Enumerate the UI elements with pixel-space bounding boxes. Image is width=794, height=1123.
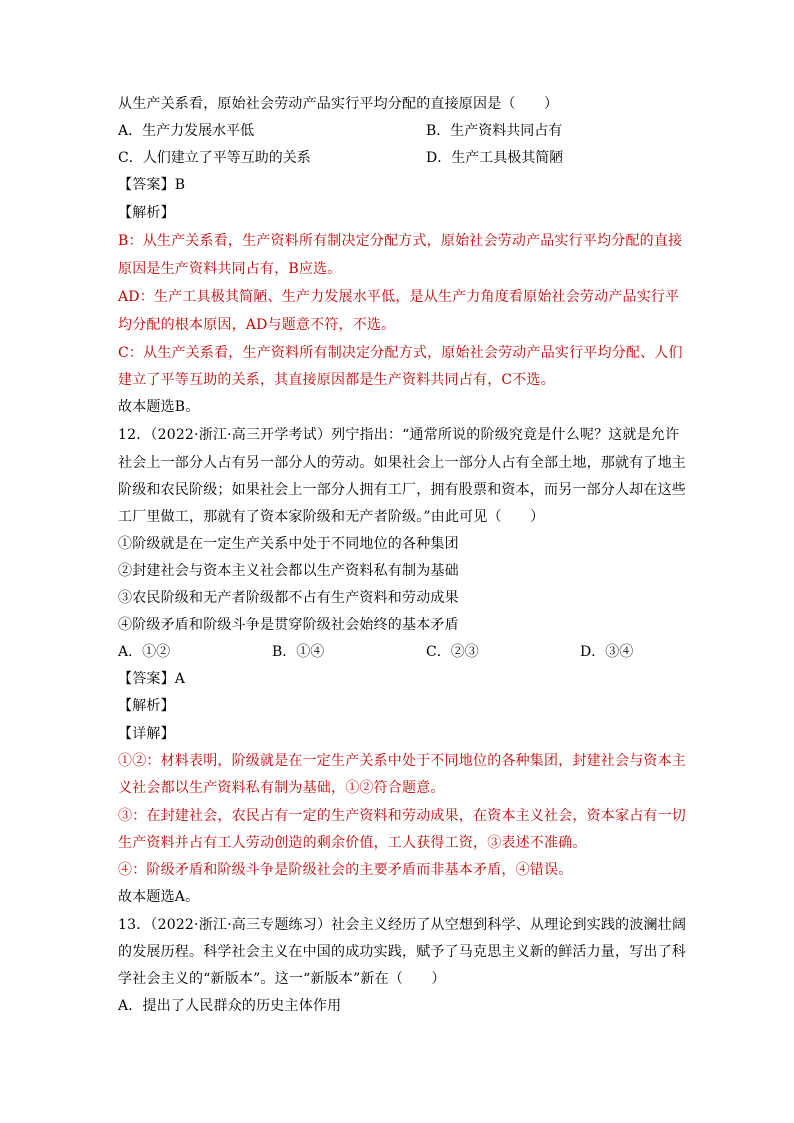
q11-conclusion: 故本题选B。 xyxy=(118,399,200,415)
q12-stem-line: 12．（2022·浙江·高三开学考试）列宁指出：“通常所说的阶级究竟是什么呢？这就是允许 xyxy=(118,427,680,443)
q13-stem-line: 学社会主义的“新版本”。这一“新版本”新在（ ） xyxy=(118,971,446,987)
q12-detail-line: 生产资料并占有工人劳动创造的剩余价值，工人获得工资，③表述不准确。 xyxy=(118,835,587,851)
q12-stem-line: 工厂里做工，那就有了资本家阶级和无产者阶级。”由此可见（ ） xyxy=(118,509,545,525)
q11-stem: 从生产关系看，原始社会劳动产品实行平均分配的直接原因是（ ） xyxy=(118,96,559,112)
q12-option-c: C．②③ xyxy=(426,644,479,660)
q12-stem-line: 社会上一部分人占有另一部分人的劳动。如果社会上一部分人占有全部土地，那就有了地主 xyxy=(118,455,686,471)
q12-option-b: B．①④ xyxy=(272,644,325,660)
q12-statement: ②封建社会与资本主义社会都以生产资料私有制为基础 xyxy=(118,563,459,579)
q12-detail-line: ③：在封建社会，农民占有一定的生产资料和劳动成果，在资本主义社会，资本家占有一切 xyxy=(118,808,686,824)
q12-analysis-label: 【解析】 xyxy=(118,698,175,714)
q12-option-d: D．③④ xyxy=(580,644,634,660)
q12-detail-line: 义社会都以生产资料私有制为基础，①②符合题意。 xyxy=(118,780,445,796)
q11-analysis-line: 建立了平等互助的关系，其直接原因都是生产资料共同占有，C不选。 xyxy=(118,372,555,388)
q12-detail-line: ④：阶级矛盾和阶级斗争是阶级社会的主要矛盾而非基本矛盾，④错误。 xyxy=(118,862,573,878)
q11-analysis-label: 【解析】 xyxy=(118,205,175,221)
q12-statement: ④阶级矛盾和阶级斗争是贯穿阶级社会始终的基本矛盾 xyxy=(118,617,459,633)
q13-stem-line: 的发展历程。科学社会主义在中国的成功实践，赋予了马克思主义新的鲜活力量，写出了科 xyxy=(118,944,686,960)
q12-detail-line: ①②：材料表明，阶级就是在一定生产关系中处于不同地位的各种集团，封建社会与资本主 xyxy=(118,753,686,769)
q12-answer: 【答案】A xyxy=(118,671,186,687)
q11-analysis-line: 原因是生产资料共同占有，B应选。 xyxy=(118,261,342,277)
q11-option-c: C．人们建立了平等互助的关系 xyxy=(118,150,311,166)
q12-detail-label: 【详解】 xyxy=(118,726,175,742)
q13-stem-line: 13．（2022·浙江·高三专题练习）社会主义经历了从空想到科学、从理论到实践的波澜壮阔 xyxy=(118,917,687,933)
q11-analysis-line: 均分配的根本原因，AD与题意不符，不选。 xyxy=(118,317,396,333)
q12-conclusion: 故本题选A。 xyxy=(118,889,200,905)
q11-answer: 【答案】B xyxy=(118,177,186,193)
q12-statement: ③农民阶级和无产者阶级都不占有生产资料和劳动成果 xyxy=(118,590,459,606)
q11-analysis-line: AD：生产工具极其简陋、生产力发展水平低，是从生产力角度看原始社会劳动产品实行平 xyxy=(118,289,680,305)
q12-statement: ①阶级就是在一定生产关系中处于不同地位的各种集团 xyxy=(118,536,459,552)
q11-option-a: A．生产力发展水平低 xyxy=(118,123,255,139)
q11-analysis-line: C：从生产关系看，生产资料所有制决定分配方式，原始社会劳动产品实行平均分配、人们 xyxy=(118,345,683,361)
q12-option-a: A．①② xyxy=(118,644,171,660)
q11-analysis-line: B：从生产关系看，生产资料所有制决定分配方式，原始社会劳动产品实行平均分配的直接 xyxy=(118,233,683,249)
q13-option-a: A．提出了人民群众的历史主体作用 xyxy=(118,998,342,1014)
q11-option-b: B．生产资料共同占有 xyxy=(426,123,563,139)
q12-stem-line: 阶级和农民阶级；如果社会上一部分人拥有工厂，拥有股票和资本，而另一部分人却在这些 xyxy=(118,482,686,498)
q11-option-d: D．生产工具极其简陋 xyxy=(426,150,564,166)
